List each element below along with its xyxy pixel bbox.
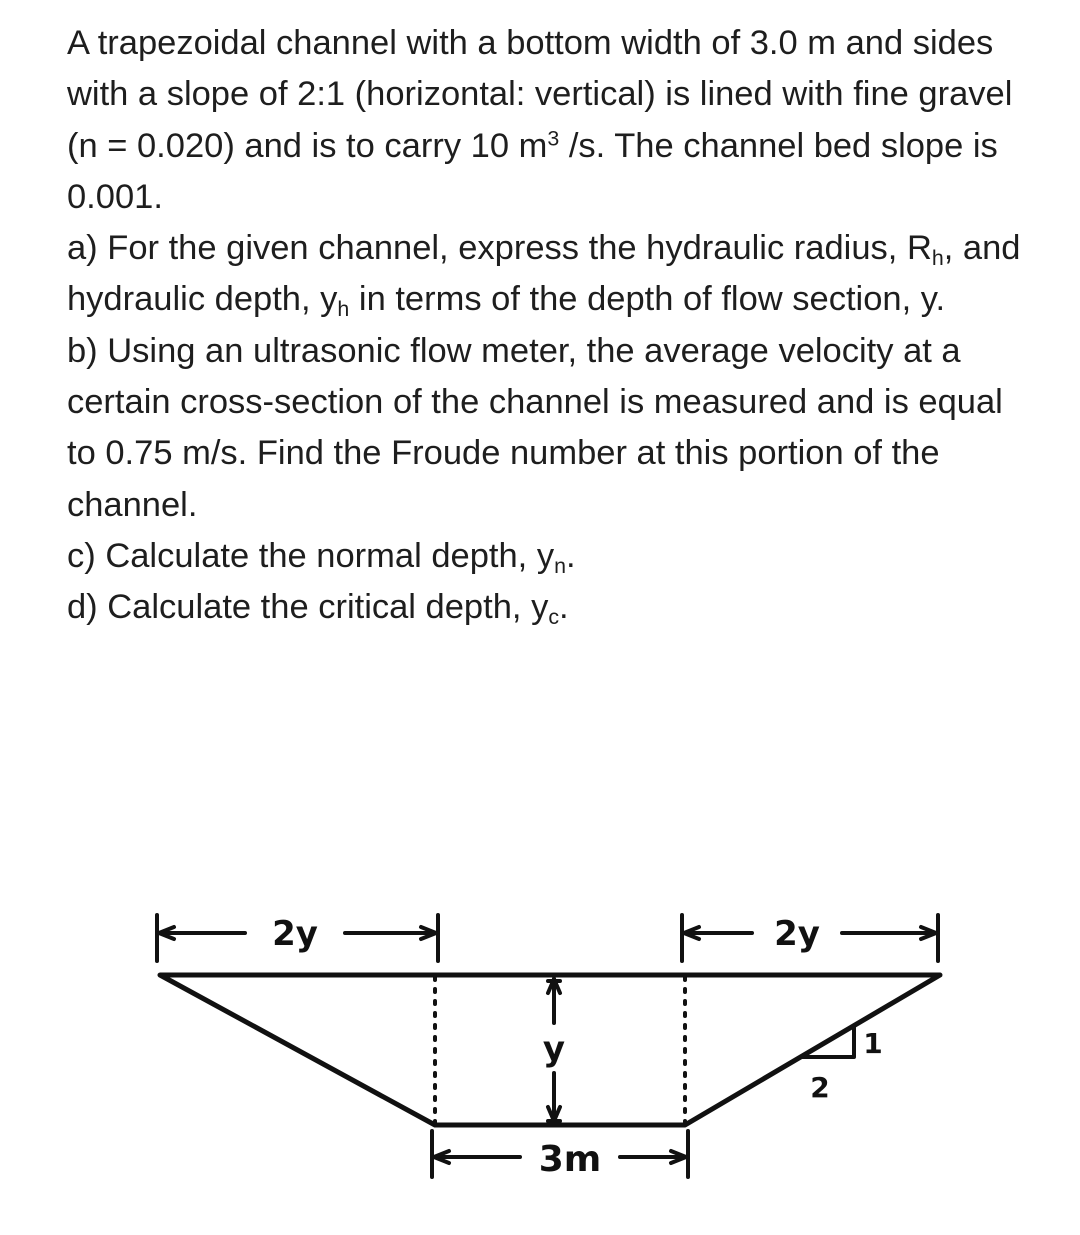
part-c — [67, 531, 1027, 582]
part-d-subscript: c — [548, 605, 560, 630]
part-d — [67, 582, 1027, 633]
part-a-text-2: , and hydraulic depth, y — [67, 229, 1021, 319]
intro-text-2: /s. The channel bed slope is 0.001. — [67, 126, 998, 216]
part-b-text: b) Using an ultrasonic flow meter, the average velocity at a certain cross-section of the channel is measured and is equal to 0.75 m/s. Find the Froude number at this portion of the channel. — [67, 331, 1003, 524]
depth-label: y — [542, 1029, 566, 1069]
intro-text-1: A trapezoidal channel with a bottom width of 3.0 m and sides with a slope of 2:1 (horizontal: vertical) is lined with fine gravel (n = 0.020) and is to carry 10 m — [67, 24, 1013, 165]
part-c-subscript: n — [554, 553, 566, 578]
part-a-subscript-1: h — [931, 246, 944, 271]
part-a-text-3: in terms of the depth of flow section, y. — [349, 280, 946, 319]
slope-vertical-label: 1 — [863, 1027, 883, 1060]
problem-intro — [67, 18, 1027, 223]
part-a-subscript-2: h — [337, 297, 350, 322]
left-top-width-label: 2y — [272, 914, 318, 954]
cubic-superscript: 3 — [547, 125, 560, 150]
part-a — [67, 223, 1027, 326]
right-top-width-label: 2y — [774, 914, 820, 954]
part-d-text-1: d) Calculate the critical depth, y — [67, 588, 549, 627]
part-c-text-1: c) Calculate the normal depth, y — [67, 536, 555, 575]
slope-horizontal-label: 2 — [810, 1071, 830, 1104]
part-a-text-1: a) For the given channel, express the hydraulic radius, R — [67, 229, 932, 268]
channel-cross-section-figure — [140, 895, 960, 1205]
part-c-text-2: . — [565, 536, 576, 575]
part-d-text-2: . — [559, 588, 569, 627]
bottom-width-label: 3m — [538, 1139, 602, 1180]
problem-statement — [67, 18, 1027, 634]
part-b — [67, 326, 1027, 531]
channel-cross-section-diagram — [140, 895, 960, 1205]
